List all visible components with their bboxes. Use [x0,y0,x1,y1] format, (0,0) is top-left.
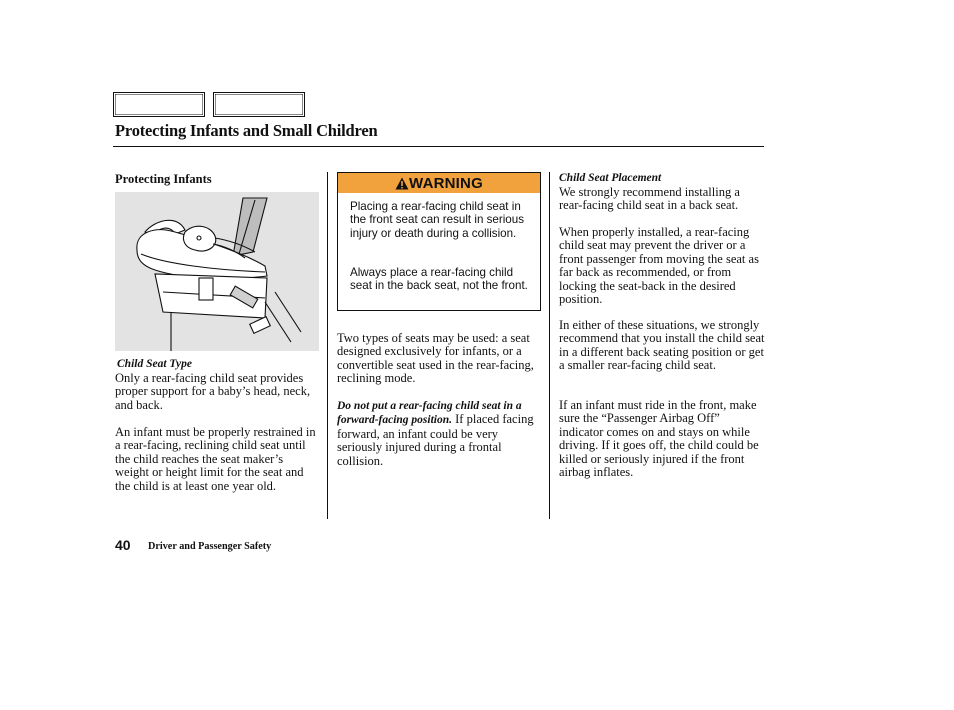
warning-label: WARNING [409,174,483,192]
page-number: 40 [115,537,131,553]
paragraph-seat-interference: When properly installed, a rear-facing child seat may prevent the driver or a front passenger from moving the seat as far back as recommended, or from locking the seat-back in the desired position. [559,225,759,307]
nav-tab-box-1[interactable] [113,92,205,117]
paragraph-seat-type: Only a rear-facing child seat provides proper support for a baby’s head, neck, and back. [115,371,311,412]
column-divider-left [327,172,328,519]
paragraph-back-seat-recommendation: We strongly recommend installing a rear-facing child seat in a back seat. [559,185,740,213]
subhead-child-seat-placement: Child Seat Placement [559,172,662,184]
warning-text-front-seat: Placing a rear-facing child seat in the front seat can result in serious injury or death during a collision. [350,200,524,240]
warning-triangle-icon [395,177,409,190]
rear-facing-seat-drawing [115,192,319,351]
column-divider-right [549,172,550,519]
subhead-child-seat-type: Child Seat Type [117,358,192,370]
page-title: Protecting Infants and Small Children [115,121,378,140]
title-divider [113,146,764,147]
footer-section-title: Driver and Passenger Safety [148,541,272,552]
paragraph-alternative-seating: In either of these situations, we strongly recommend that you install the child seat in a different back seating position or get a smaller rear-facing child seat. [559,318,765,373]
paragraph-infant-restraint: An infant must be properly restrained in a rear-facing, reclining child seat until the child reaches the seat maker’s weight or height limit for the seat and the child is at least one year old. [115,425,316,493]
forward-facing-explanation: If placed facing forward, an infant could be very seriously injured during a frontal collision. [337,412,534,468]
warning-banner [338,173,540,193]
paragraph-forward-facing [337,399,543,468]
warning-text-back-seat: Always place a rear-facing child seat in the back seat, not the front. [350,266,528,293]
emphasis-do-not-forward-face: Do not put a rear-facing child seat in a forward-facing position. [337,400,522,427]
nav-tab-box-2[interactable] [213,92,305,117]
section-heading-protecting-infants: Protecting Infants [115,172,212,186]
paragraph-airbag-off-indicator: If an infant must ride in the front, make sure the “Passenger Airbag Off” indicator comes on and stays on while driving. If it goes off, the child could be killed or seriously injured if the front airbag inflates. [559,398,759,480]
warning-box [337,172,541,311]
infant-seat-illustration [115,192,319,351]
paragraph-seat-types: Two types of seats may be used: a seat designed exclusively for infants, or a convertible seat used in the rear-facing, reclining mode. [337,331,534,386]
